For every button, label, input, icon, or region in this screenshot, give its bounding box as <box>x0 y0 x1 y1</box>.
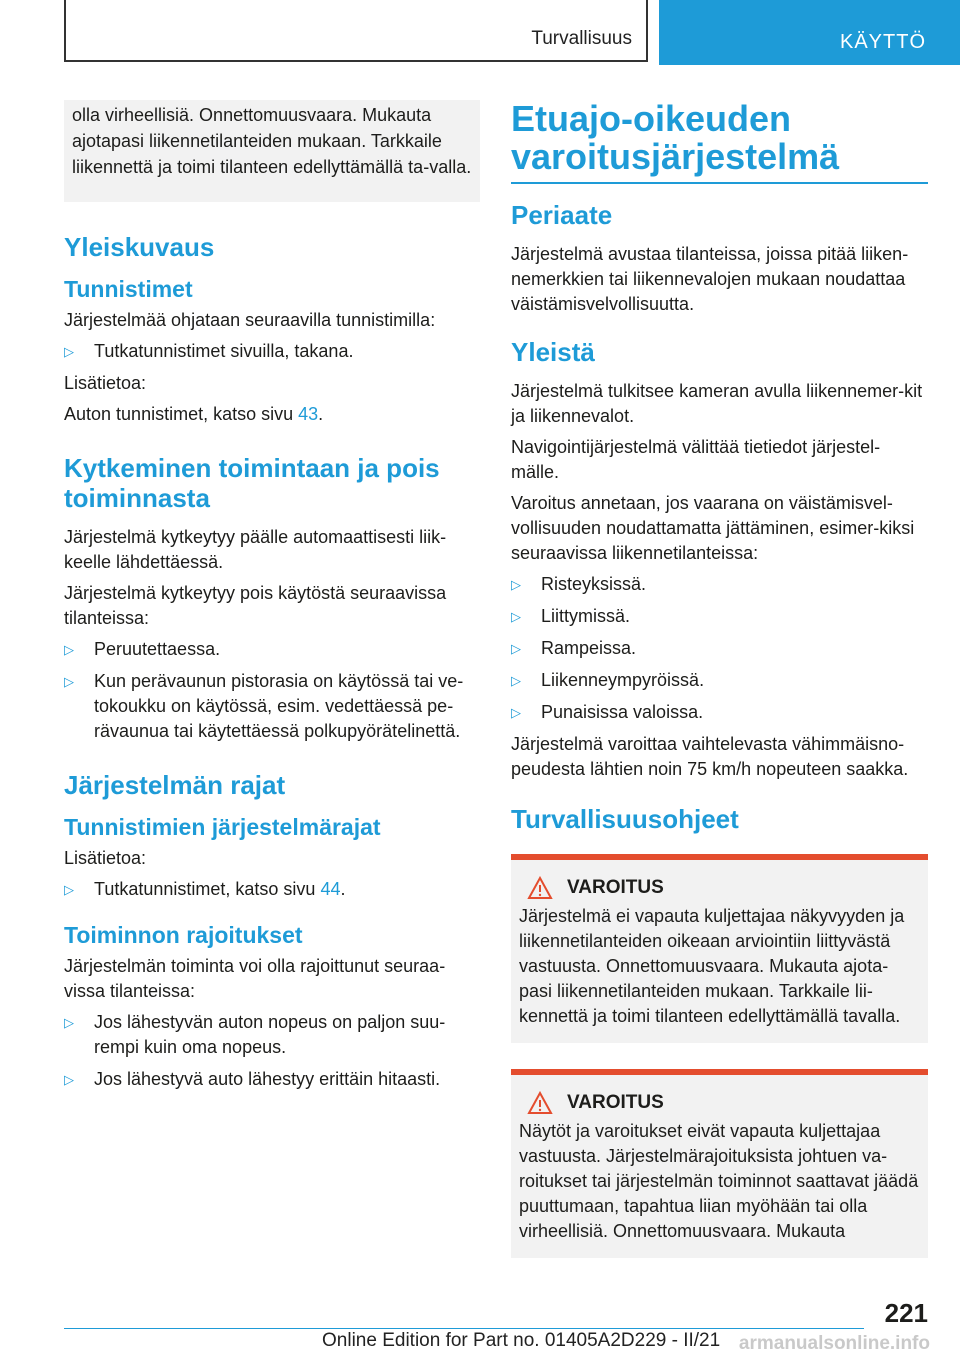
general-text-1: Järjestelmä tulkitsee kameran avulla liikennemer-kit ja liikennevalot. <box>511 381 923 426</box>
heading-general: Yleistä <box>511 337 595 367</box>
triangle-right-icon: ▷ <box>64 1015 74 1030</box>
list-item: ▷ Rampeissa. <box>511 636 928 661</box>
header-section-box <box>64 0 648 62</box>
general-text-3: Varoitus annetaan, jos vaarana on väistämisvel-vollisuuden noudattamatta jättäminen, esimer-kiksi seuraavissa liikennetilanteissa: <box>511 493 915 563</box>
switch-text-1: Järjestelmä kytkeytyy päälle automaattisesti liik-keelle lähdettäessä. <box>64 527 447 572</box>
triangle-right-icon: ▷ <box>64 882 74 897</box>
triangle-right-icon: ▷ <box>511 609 521 624</box>
sensors-list <box>64 339 480 364</box>
warning-title: VAROITUS <box>567 1092 664 1113</box>
switch-list <box>64 637 480 744</box>
more-info-label-2: Lisätietoa: <box>64 848 147 868</box>
page-link-43[interactable]: 43 <box>298 404 319 424</box>
header-chapter-title: KÄYTTÖ <box>839 31 926 53</box>
warning-text: Näytöt ja varoitukset eivät vapauta kuljettajaa vastuusta. Järjestelmärajoituksista johtuen va-roitukset tai järjestelmän toiminnot saattavat jäädä puuttumaan, tapahtua liian myöhään tai olla virheellisiä. Onnettomuusvaara. Mukauta <box>519 1121 919 1241</box>
footer-watermark: armanualsonline.info <box>738 1333 930 1354</box>
function-limits-list <box>64 1010 480 1092</box>
general-text-4: Järjestelmä varoittaa vaihtelevasta vähimmäisno-peudesta lähtien noin 75 km/h nopeuteen saakka. <box>511 734 909 779</box>
list-item: ▷ Tutkatunnistimet sivuilla, takana. <box>64 339 480 364</box>
list-item: ▷ Kun perävaunun pistorasia on käytössä tai ve-tokoukku on käytössä, esim. vedettäessä pe-rävaunua tai käytettäessä polkupyörätelinettä. <box>64 671 464 741</box>
continued-note-box <box>64 100 480 202</box>
warning-triangle-icon <box>527 1091 553 1115</box>
list-item: ▷ Jos lähestyvän auton nopeus on paljon suu-rempi kuin oma nopeus. <box>64 1012 446 1057</box>
warning-triangle-icon <box>527 876 553 900</box>
heading-overview: Yleiskuvaus <box>64 232 215 262</box>
header-section-title: Turvallisuus <box>531 28 632 49</box>
footer-divider <box>64 1328 864 1329</box>
warning-box-1 <box>511 854 928 1043</box>
situations-list <box>511 572 928 725</box>
warning-box-2 <box>511 1069 928 1258</box>
principle-text: Järjestelmä avustaa tilanteissa, joissa pitää liiken-nemerkkien tai liikennevalojen mukaan noudattaa väistämisvelvollisuutta. <box>511 244 909 314</box>
list-item: ▷ Liittymissä. <box>511 604 928 629</box>
footer-edition: Online Edition for Part no. 01405A2D229 - II/21 <box>322 1330 721 1351</box>
heading-system-limits: Järjestelmän rajat <box>64 770 286 800</box>
sensor-reference: Auton tunnistimet, katso sivu 43. <box>64 404 324 424</box>
sensor-limits-list <box>64 877 480 902</box>
sensors-text: Järjestelmää ohjataan seuraavilla tunnistimilla: <box>64 310 436 330</box>
page-link-44[interactable]: 44 <box>320 879 341 899</box>
header-chapter-tab <box>659 0 960 65</box>
heading-sensors: Tunnistimet <box>64 276 193 302</box>
function-limits-text: Järjestelmän toiminta voi olla rajoittunut seuraa-vissa tilanteissa: <box>64 956 446 1001</box>
continued-note-text: olla virheellisiä. Onnettomuusvaara. Mukauta ajotapasi liikennetilanteiden mukaan. Tarkkaile liikennettä ja toimi tilanteen edellyttämällä ta-valla. <box>72 105 472 177</box>
triangle-right-icon: ▷ <box>64 1072 74 1087</box>
heading-safety: Turvallisuusohjeet <box>511 804 739 834</box>
triangle-right-icon: ▷ <box>64 642 74 657</box>
page-title: Etuajo-oikeuden varoitusjärjestelmä <box>511 98 840 177</box>
list-item: ▷ Punaisissa valoissa. <box>511 700 928 725</box>
more-info-label: Lisätietoa: <box>64 373 147 393</box>
warning-text: Järjestelmä ei vapauta kuljettajaa näkyvyyden ja liikennetilanteiden oikeaan arviointiin liittyvästä vastuusta. Onnettomuusvaara. Mukauta ajota-pasi liikennetilanteiden mukaan. Tarkkaile lii-kennettä ja toimi tilanteen edellyttämällä tavalla. <box>519 906 905 1026</box>
triangle-right-icon: ▷ <box>511 577 521 592</box>
right-column <box>511 100 928 1258</box>
title-divider <box>511 182 928 184</box>
triangle-right-icon: ▷ <box>64 344 74 359</box>
triangle-right-icon: ▷ <box>511 673 521 688</box>
heading-switch-on-off: Kytkeminen toimintaan ja pois toiminnasta <box>64 453 440 513</box>
list-item: ▷ Tutkatunnistimet, katso sivu 44. <box>64 877 480 902</box>
left-column <box>64 100 480 1099</box>
heading-function-limits: Toiminnon rajoitukset <box>64 922 303 948</box>
list-item: ▷ Liikenneympyröissä. <box>511 668 928 693</box>
list-item: ▷ Risteyksissä. <box>511 572 928 597</box>
general-text-2: Navigointijärjestelmä välittää tietiedot järjestel-mälle. <box>511 437 881 482</box>
switch-text-2: Järjestelmä kytkeytyy pois käytöstä seuraavissa tilanteissa: <box>64 583 447 628</box>
page-number: 221 <box>884 1298 928 1328</box>
list-item: ▷ Peruutettaessa. <box>64 637 480 662</box>
triangle-right-icon: ▷ <box>511 705 521 720</box>
warning-title: VAROITUS <box>567 877 664 898</box>
heading-sensor-limits: Tunnistimien järjestelmärajat <box>64 814 381 840</box>
list-item: ▷ Jos lähestyvä auto lähestyy erittäin hitaasti. <box>64 1067 480 1092</box>
heading-principle: Periaate <box>511 200 613 230</box>
triangle-right-icon: ▷ <box>64 674 74 689</box>
triangle-right-icon: ▷ <box>511 641 521 656</box>
